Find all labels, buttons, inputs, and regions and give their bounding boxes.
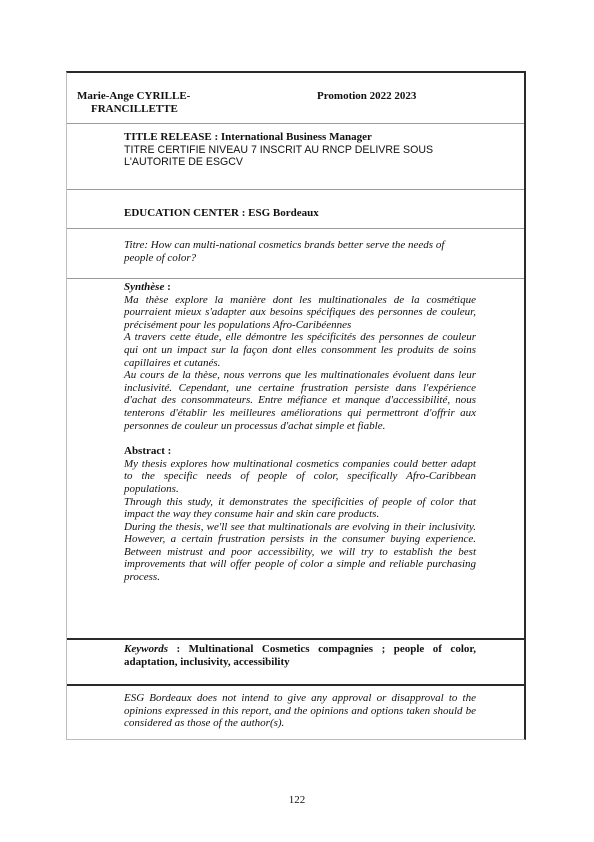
keywords-label: Keywords xyxy=(124,643,168,655)
disclaimer: ESG Bordeaux does not intend to give any approval or disapproval to the opinions expressed in this report, and the opinions and options taken should be considered as those of the author(s). xyxy=(124,692,476,730)
education-center: EDUCATION CENTER : ESG Bordeaux xyxy=(124,207,319,219)
title-release-line2: L'AUTORITE DE ESGCV xyxy=(124,156,243,169)
abstract-paragraph-1: My thesis explores how multinational cosmetics companies could better adapt to the specific needs of people of color, specifically Afro-Caribbean populations. xyxy=(124,457,476,495)
divider xyxy=(67,278,524,279)
keywords xyxy=(124,643,476,668)
author-name-line2: FRANCILLETTE xyxy=(91,103,178,115)
title-release-heading: TITLE RELEASE : International Business Manager xyxy=(124,131,372,143)
keywords-text: : Multinational Cosmetics compagnies ; people of color, adaptation, inclusivity, accessibility xyxy=(124,643,476,668)
author-name xyxy=(77,90,217,116)
abstract-heading: Abstract : xyxy=(124,445,172,458)
divider xyxy=(67,189,524,190)
page-number: 122 xyxy=(288,794,306,806)
author-name-line1: Marie-Ange CYRILLE- xyxy=(77,90,191,102)
synthese-paragraph-1: Ma thèse explore la manière dont les multinationales de la cosmétique pourraient mieux s'adapter aux besoins spécifiques des personnes de couleur, précisément pour les populations Afro-Caribéennes xyxy=(124,293,476,331)
divider xyxy=(67,638,524,640)
title-release-line1: TITRE CERTIFIE NIVEAU 7 INSCRIT AU RNCP DELIVRE SOUS xyxy=(124,143,434,156)
synthese-paragraph-3: Au cours de la thèse, nous verrons que les multinationales évoluent dans leur inclusivité. Cependant, une certaine frustration persiste dans l'expérience d'achat des consommateurs. Entre méfiance et manque d'accessibilité, nous tenterons d'établir les meilleures améliorations qui permettront d'offrir aux personnes de couleur un processus d'achat simple et fiable. xyxy=(124,369,476,432)
thesis-title: Titre: How can multi-national cosmetics brands better serve the needs of people of color? xyxy=(124,239,445,264)
promotion-years: Promotion 2022 2023 xyxy=(317,90,417,102)
abstract-paragraph-3: During the thesis, we'll see that multinationals are evolving in their inclusivity. However, a certain frustration persists in the consumer buying experience. Between mistrust and poor accessibility, we will try to establish the best improvements that will offer people of color a simple and reliable purchasing process. xyxy=(124,520,476,584)
synthese-paragraph-2: A travers cette étude, elle démontre les spécificités des personnes de couleur qui ont un impact sur la façon dont elles consomment les produits de soins capillaires et cutanés. xyxy=(124,331,476,369)
divider xyxy=(67,228,524,229)
title-release-section xyxy=(124,131,476,169)
divider xyxy=(67,684,524,686)
thesis-summary-form xyxy=(66,71,526,740)
divider xyxy=(67,123,524,124)
summary-section xyxy=(124,281,476,584)
synthese-heading: Synthèse : xyxy=(124,281,171,293)
abstract-paragraph-2: Through this study, it demonstrates the specificities of people of color that impact the way they consume hair and skin care products. xyxy=(124,495,476,521)
